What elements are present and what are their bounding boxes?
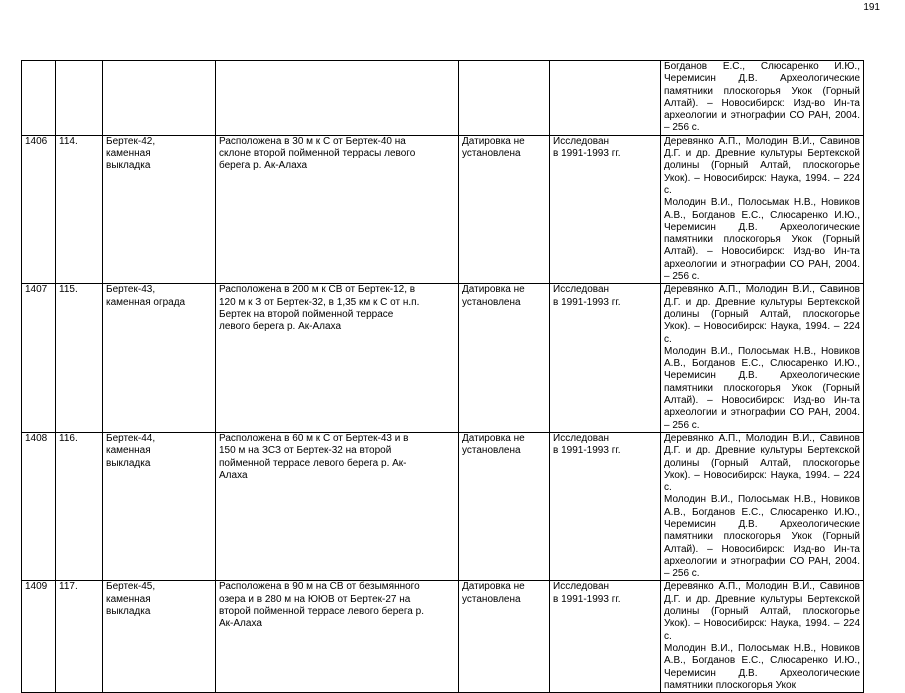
- status-cell: [550, 61, 661, 136]
- location-line: Алаха: [219, 469, 248, 481]
- table-row: [22, 581, 864, 693]
- table-row: [22, 432, 864, 581]
- table-row: [22, 61, 864, 136]
- status-cell: [550, 135, 661, 284]
- location-line: Ак-Алаха: [219, 618, 262, 630]
- dating-line: Датировка не: [462, 284, 525, 296]
- location-cell: [216, 581, 459, 693]
- dating-line: Датировка не: [462, 581, 525, 593]
- monument-name-cell: [103, 61, 216, 136]
- location-line: второй пойменной террасе левого берега р.: [219, 606, 424, 618]
- dating-line: Датировка не: [462, 432, 525, 444]
- status-line: Исследован: [553, 284, 610, 296]
- dating-cell: [459, 581, 550, 693]
- location-line: Расположена в 200 м к СВ от Бертек-12, в: [219, 284, 416, 296]
- location-line: 120 м к З от Бертек-32, в 1,35 км к С от н.п.: [219, 296, 420, 308]
- registry-number-cell: [22, 61, 56, 136]
- dating-cell: [459, 432, 550, 581]
- name-line: Бертек-45,: [106, 581, 156, 593]
- status-line: в 1991-1993 гг.: [553, 445, 621, 457]
- status-line: Исследован: [553, 581, 610, 593]
- location-line: Расположена в 30 м к С от Бертек-40 на: [219, 135, 406, 147]
- literature-entry: Деревянко А.П., Молодин В.И., Савинов Д.Г. и др. Древние культуры Бертекской долины (Горный Алтай, плоскогорье Укок). – Новосибирск: Наука, 1994. – 224 с.: [664, 432, 860, 494]
- literature-entry: Молодин В.И., Полосьмак Н.В., Новиков А.В., Богданов Е.С., Слюсаренко И.Ю., Черемисин Д.В. Археологические памятники плоскогорья Укок (Горный Алтай). – Новосибирск: Изд-во Ин-та археологии и этнографии СО РАН, 2004. – 256 с.: [664, 345, 860, 431]
- literature-entry: Молодин В.И., Полосьмак Н.В., Новиков А.В., Богданов Е.С., Слюсаренко И.Ю., Черемисин Д.В. Археологические памятники плоскогорья Укок (Горный Алтай). – Новосибирск: Изд-во Ин-та археологии и этнографии СО РАН, 2004. – 256 с.: [664, 197, 860, 283]
- location-line: склоне второй пойменной террасы левого: [219, 148, 416, 160]
- table-row: [22, 135, 864, 284]
- location-line: озера и в 280 м на ЮЮВ от Бертек-27 на: [219, 593, 411, 605]
- location-line: Расположена в 90 м на СВ от безымянного: [219, 581, 420, 593]
- literature-entry: Молодин В.И., Полосьмак Н.В., Новиков А.В., Богданов Е.С., Слюсаренко И.Ю., Черемисин Д.В. Археологические памятники плоскогорья Укок (Горный Алтай). – Новосибирск: Изд-во Ин-та археологии и этнографии СО РАН, 2004. – 256 с.: [664, 494, 860, 580]
- name-line: выкладка: [106, 160, 151, 172]
- name-line: Бертек-42,: [106, 135, 156, 147]
- status-line: в 1991-1993 гг.: [553, 148, 621, 160]
- status-line: в 1991-1993 гг.: [553, 296, 621, 308]
- status-cell: [550, 432, 661, 581]
- table-row: [22, 284, 864, 433]
- item-number-cell: 116.: [56, 432, 103, 581]
- name-line: выкладка: [106, 457, 151, 469]
- status-cell: [550, 284, 661, 433]
- registry-number-cell: 1409: [22, 581, 56, 693]
- literature-entry: Деревянко А.П., Молодин В.И., Савинов Д.Г. и др. Древние культуры Бертекской долины (Горный Алтай, плоскогорье Укок). – Новосибирск: Наука, 1994. – 224 с.: [664, 284, 860, 345]
- name-line: выкладка: [106, 606, 151, 618]
- registry-number-cell: 1406: [22, 135, 56, 284]
- status-line: в 1991-1993 гг.: [553, 593, 621, 605]
- status-cell: [550, 581, 661, 693]
- literature-cell: [661, 61, 864, 136]
- literature-cell: [661, 581, 864, 693]
- dating-line: установлена: [462, 445, 521, 457]
- location-cell: [216, 432, 459, 581]
- registry-number-cell: 1408: [22, 432, 56, 581]
- dating-line: Датировка не: [462, 135, 525, 147]
- name-line: каменная: [106, 593, 151, 605]
- literature-cell: [661, 135, 864, 284]
- monument-name-cell: [103, 284, 216, 433]
- location-line: 150 м на ЗСЗ от Бертек-32 на второй: [219, 445, 392, 457]
- literature-entry: Деревянко А.П., Молодин В.И., Савинов Д.Г. и др. Древние культуры Бертекской долины (Горный Алтай, плоскогорье Укок). – Новосибирск: Наука, 1994. – 224 с.: [664, 581, 860, 642]
- location-line: пойменной террасе левого берега р. Ак-: [219, 457, 407, 469]
- dating-cell: [459, 284, 550, 433]
- name-line: каменная: [106, 148, 151, 160]
- literature-entry: Деревянко А.П., Молодин В.И., Савинов Д.Г. и др. Древние культуры Бертекской долины (Горный Алтай, плоскогорье Укок). – Новосибирск: Наука, 1994. – 224 с.: [664, 135, 860, 196]
- location-cell: [216, 61, 459, 136]
- status-line: Исследован: [553, 135, 610, 147]
- location-line: Бертек на второй пойменной террасе: [219, 308, 394, 320]
- literature-cell: [661, 284, 864, 433]
- dating-line: установлена: [462, 593, 521, 605]
- name-line: Бертек-43,: [106, 284, 156, 296]
- name-line: Бертек-44,: [106, 432, 156, 444]
- literature-entry: Молодин В.И., Полосьмак Н.В., Новиков А.В., Богданов Е.С., Слюсаренко И.Ю., Черемисин Д.В. Археологические памятники плоскогорья Укок: [664, 642, 860, 691]
- monument-name-cell: [103, 432, 216, 581]
- dating-line: установлена: [462, 148, 521, 160]
- name-line: каменная ограда: [106, 296, 186, 308]
- monument-name-cell: [103, 135, 216, 284]
- status-line: Исследован: [553, 432, 610, 444]
- location-line: берега р. Ак-Алаха: [219, 160, 308, 172]
- dating-cell: [459, 61, 550, 136]
- item-number-cell: 114.: [56, 135, 103, 284]
- item-number-cell: [56, 61, 103, 136]
- location-cell: [216, 284, 459, 433]
- location-line: левого берега р. Ак-Алаха: [219, 321, 342, 333]
- registry-number-cell: 1407: [22, 284, 56, 433]
- dating-cell: [459, 135, 550, 284]
- literature-entry: Богданов Е.С., Слюсаренко И.Ю., Черемисин Д.В. Археологические памятники плоскогорья Укок (Горный Алтай). – Новосибирск: Изд-во Ин-та археологии и этнографии СО РАН, 2004. – 256 с.: [664, 61, 860, 134]
- literature-cell: [661, 432, 864, 581]
- item-number-cell: 115.: [56, 284, 103, 433]
- monuments-table: [21, 60, 864, 693]
- page-number: 191: [863, 2, 880, 13]
- location-cell: [216, 135, 459, 284]
- name-line: каменная: [106, 445, 151, 457]
- monument-name-cell: [103, 581, 216, 693]
- dating-line: установлена: [462, 296, 521, 308]
- item-number-cell: 117.: [56, 581, 103, 693]
- location-line: Расположена в 60 м к С от Бертек-43 и в: [219, 432, 409, 444]
